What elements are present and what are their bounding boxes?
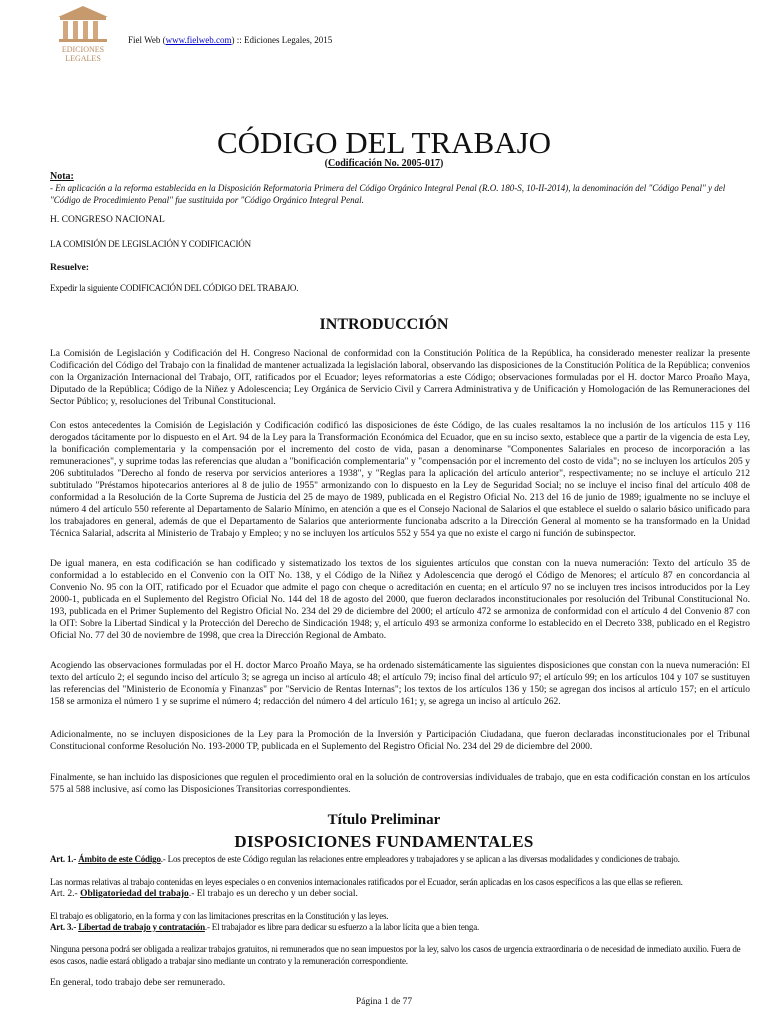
article-3-label: Art. 3.- <box>50 922 77 932</box>
nota-block <box>50 171 750 206</box>
article-2-title: Obligatoriedad del trabajo <box>80 889 189 899</box>
intro-heading: INTRODUCCIÓN <box>319 316 449 333</box>
building-columns-icon <box>52 4 114 68</box>
article-2 <box>50 888 750 900</box>
article-1-text: .- Los preceptos de este Código regulan las relaciones entre empleadores y trabajadores y se aplican a las diversas modalidades y condiciones de trabajo. <box>160 854 680 864</box>
header-source-line: Fiel Web (www.fielweb.com) :: Ediciones Legales, 2015 <box>128 35 333 45</box>
intro-paragraph-5: Adicionalmente, no se incluyen disposiciones de la Ley para la Promoción de la Inversión y Participación Ciudadana, que fueron declaradas inconstitucionales por el Tribunal Constitucional conforme Resolución No. 193-2000 TP, publicada en el Suplemento del Registro Oficial No. 234 del 29 de diciembre del 2000. <box>50 730 750 752</box>
resuelve-line: Resuelve: <box>50 263 90 273</box>
article-1-paragraph-2: Las normas relativas al trabajo contenidas en leyes especiales o en convenios internacionales ratificados por el Ecuador, serán aplicadas en los casos específicos a las que ellas se refieren. <box>50 877 683 887</box>
intro-paragraph-1: La Comisión de Legislación y Codificación del H. Congreso Nacional de conformidad con la Constitución Política de la República, ha considerado menester realizar la presente Codificación del Código del Trabajo con la finalidad de mantener actualizada la legislación laboral, observando las disposiciones de la Constitución Política de la República; convenios con la Organización Internacional del Trabajo, OIT, ratificados por el Ecuador; leyes reformatorias a este Código; observaciones formuladas por el H. doctor Marco Proaño Maya, Diputado de la República; Código de la Niñez y Adolescencia; Ley Orgánica de Servicio Civil y Carrera Administrativa y de Unificación y Homologación de las Remuneraciones del Sector Público; y, resoluciones del Tribunal Constitucional. <box>50 349 750 407</box>
intro-paragraph-2: Con estos antecedentes la Comisión de Legislación y Codificación codificó las disposiciones de éste Código, de las cuales resaltamos la no inclusión de los artículos 115 y 116 derogados tácitamente por lo dispuesto en el Art. 94 de la Ley para la Transformación Económica del Ecuador, que en su inciso sexto, establece que a partir de la vigencia de esta Ley, la bonificación complementaria y la compensación por el incremento del costo de vida, pasan a denominarse "Componentes Salariales en proceso de incorporación a las remuneraciones", y suprime todas las referencias que aludan a "bonificación complementaria" y "compensación por el incremento del costo de vida"; no se incluyen los artículos 205 y 206 subtitulados "Derecho al fondo de reserva por servicios anteriores a 1938", y "Reglas para la aplicación del artículo anterior", respectivamente; no se incluye el artículo 212 subtitulado "Préstamos hipotecarios anteriores al 8 de julio de 1955" armonizando con lo dispuesto en la Ley de Seguridad Social; no se incluye el inciso final del artículo 408 de conformidad a la Resolución de la Corte Suprema de Justicia del 25 de mayo de 1989, publicada en el Registro Oficial No. 213 del 16 de junio de 1989; igualmente no se incluye el número 4 del artículo 550 referente al Departamento de Salario Mínimo, en atención a que es el Consejo Nacional de Salarios el que establece el sueldo o salario básico unificado para los trabajadores en general, además de que el Departamento de Salarios que anteriormente funcionaba adscrito a la Dirección General al momento se ha transformado en la Unidad Técnica Salarial, adscrita al Ministerio de Trabajo y Empleo; y no se incluyen los artículos 552 y 554 ya que no existe el cargo ni función de subinspector. <box>50 421 750 539</box>
disposiciones-heading: DISPOSICIONES FUNDAMENTALES <box>234 832 534 851</box>
article-2-paragraph-2: El trabajo es obligatorio, en la forma y con las limitaciones prescritas en la Constitución y las leyes. <box>50 911 389 921</box>
page-total: de 77 <box>391 997 413 1007</box>
expedir-line: Expedir la siguiente CODIFICACIÓN DEL CÓDIGO DEL TRABAJO. <box>50 283 299 293</box>
page-title: CÓDIGO DEL TRABAJO <box>216 125 552 160</box>
page-label: Página <box>355 997 382 1007</box>
comision-line: LA COMISIÓN DE LEGISLACIÓN Y CODIFICACIÓN <box>50 239 251 249</box>
article-3-title: Libertad de trabajo y contratación <box>78 922 205 932</box>
article-3 <box>50 921 750 933</box>
nota-label: Nota: <box>50 171 74 182</box>
fielweb-link[interactable]: www.fielweb.com <box>165 35 232 45</box>
svg-text:EDICIONES: EDICIONES <box>61 45 105 54</box>
page-header <box>50 4 750 70</box>
ediciones-legales-logo <box>52 4 114 68</box>
page-footer <box>0 997 768 1007</box>
article-3-text: .- El trabajador es libre para dedicar su esfuerzo a la labor lícita que a bien tenga. <box>204 922 480 932</box>
header-suffix: :: Ediciones Legales, 2015 <box>236 35 333 45</box>
page-number: 1 <box>384 997 389 1007</box>
article-2-text: .- El trabajo es un derecho y un deber social. <box>188 889 358 899</box>
article-3-paragraph-3: En general, todo trabajo debe ser remunerado. <box>50 978 226 988</box>
article-1-title: Ámbito de este Código <box>78 854 161 864</box>
intro-paragraph-6: Finalmente, se han incluido las disposiciones que regulen el procedimiento oral en la solución de controversias individuales de trabajo, que en esta codificación constan en los artículos 575 al 588 inclusive, así como las Disposiciones Transitorias correspondientes. <box>50 773 750 795</box>
codification-number-text: Codificación No. 2005-017 <box>328 158 440 169</box>
nota-text: - En aplicación a la reforma establecida en la Disposición Reformatoria Primera del Código Orgánico Integral Penal (R.O. 180-S, 10-II-2014), la denominación del "Código Penal" y del "Código de Procedimiento Penal" fue sustituida por "Código Orgánico Integral Penal. <box>50 183 726 205</box>
article-1 <box>50 853 750 865</box>
intro-paragraph-3: De igual manera, en esta codificación se han codificado y sistematizado los textos de los siguientes artículos que constan con la nueva numeración: Texto del artículo 35 de conformidad a lo establecido en el Convenio con la OIT No. 138, y el Código de la Niñez y Adolescencia que derogó el Código de Menores; el artículo 87 en concordancia al Convenio No. 95 con la OIT, ratificado por el Ecuador que admite el pago con cheque o acreditación en cuenta; en el artículo 97 no se incluyen tres incisos introducidos por la Ley 2000-1, publicada en el Suplemento del Registro Oficial No. 144 del 18 de agosto del 2000, que fueron declarados inconstitucionales por resolución del Tribunal Constitucional No. 193, publicada en el Primer Suplemento del Registro Oficial No. 234 del 29 de diciembre del 2000; el artículo 472 se armoniza de conformidad con el artículo 4 del Convenio 87 con la OIT: Sobre la Libertad Sindical y la Protección del Derecho de Sindicación 1948; y, el artículo 493 se armoniza conforme lo establecido en el Decreto 338, publicado en el Registro Oficial No. 77 del 30 de noviembre de 1998, que crea la Dirección Regional de Ambato. <box>50 559 750 641</box>
article-3-paragraph-2: Ninguna persona podrá ser obligada a realizar trabajos gratuitos, ni remunerados que no sean impuestos por la ley, salvo los casos de urgencia extraordinaria o de necesidad de inmediato auxilio. Fuera de esos casos, nadie estará obligado a trabajar sino mediante un contrato y la remuneración correspondiente. <box>50 944 741 966</box>
congreso-line: H. CONGRESO NACIONAL <box>50 215 165 225</box>
intro-paragraph-4: Acogiendo las observaciones formuladas por el H. doctor Marco Proaño Maya, se ha ordenado sistemáticamente las siguientes disposiciones que constan con la nueva numeración: El texto del artículo 2; el segundo inciso del artículo 3; se agrega un inciso al artículo 48; el artículo 79; inciso final del artículo 97; el artículo 99; en los artículos 104 y 107 se sustituyen las referencias del "Ministerio de Economía y Finanzas" por "Servicio de Rentas Internas"; los textos de los artículos 136 y 150; se agregan dos incisos al artículo 157; en el artículo 158 se armoniza el número 1 y se suprime el número 4; redacción del número 4 del artículo 161; y, se agrega un inciso al artículo 262. <box>50 661 750 707</box>
titulo-preliminar-heading: Título Preliminar <box>327 812 441 828</box>
article-2-label: Art. 2.- <box>50 889 78 899</box>
codification-number: (Codificación No. 2005-017) <box>324 158 444 169</box>
header-prefix: Fiel Web <box>128 35 161 45</box>
article-1-label: Art. 1.- <box>50 854 77 864</box>
svg-text:LEGALES: LEGALES <box>65 54 101 63</box>
